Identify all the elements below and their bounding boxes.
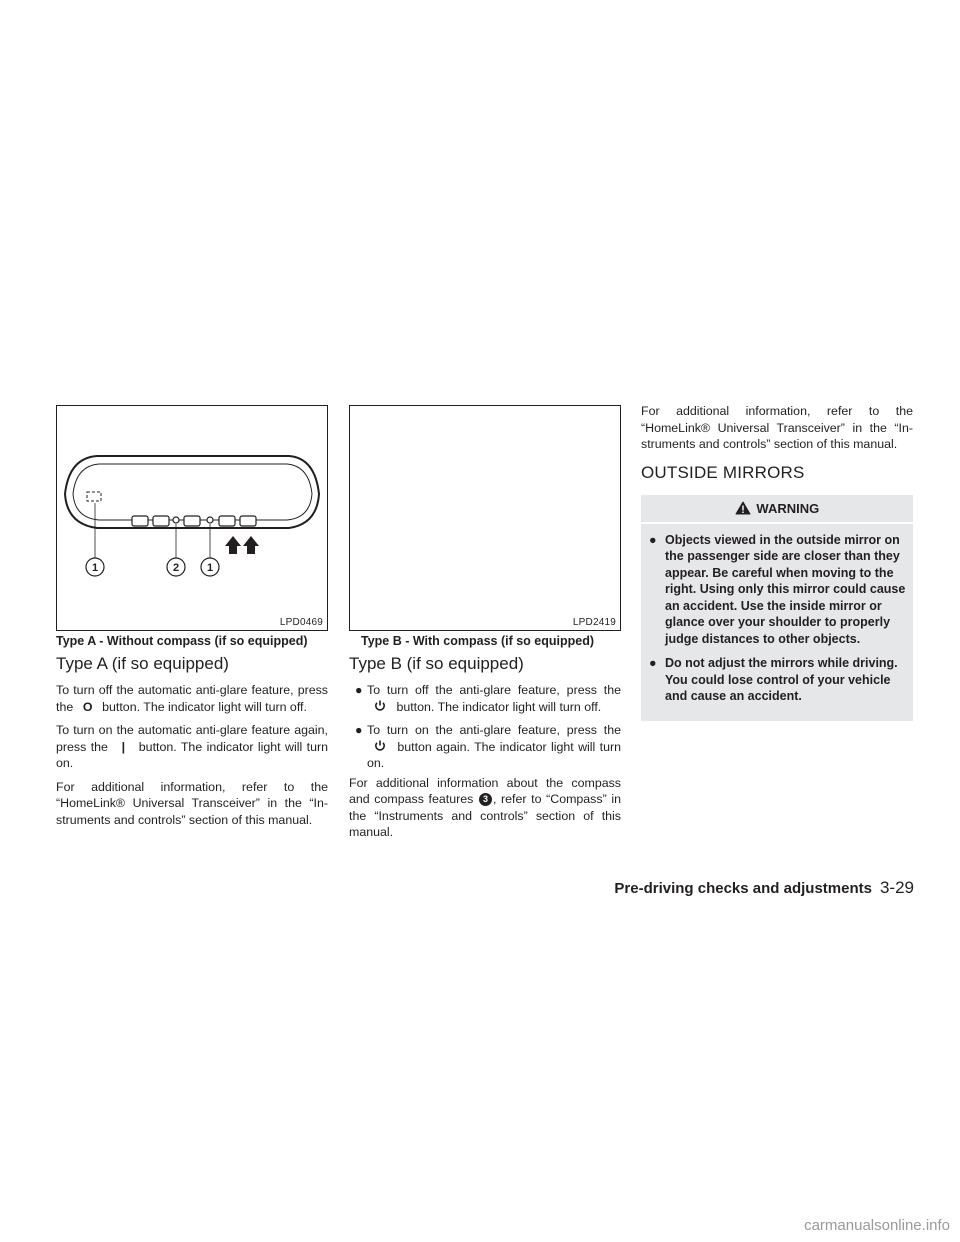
figure-caption: Type B - With compass (if so equipped) — [361, 634, 595, 648]
mirror-figure-type-b — [349, 405, 621, 631]
paragraph — [56, 722, 328, 772]
paragraph: For additional information, refer to the “HomeLink® Universal Transceiver” in the “In- struments and controls” section of this manual. — [641, 404, 913, 451]
page-footer — [614, 878, 914, 898]
warning-list — [647, 532, 907, 705]
callout-2-icon — [167, 558, 185, 576]
section-title: OUTSIDE MIRRORS — [641, 462, 805, 482]
text-span: To turn off the automatic anti-glare feature, press the — [56, 683, 328, 714]
callout-3-icon: 3 — [479, 793, 492, 806]
mirror-glass — [73, 464, 312, 520]
warning-item — [647, 655, 907, 705]
list-item — [349, 722, 621, 772]
off-button-glyph: O — [82, 699, 93, 714]
paragraph — [56, 682, 328, 715]
text-span: , refer to “Compass” in the “Instruments and controls” section of this manual. — [349, 792, 621, 839]
text-span: To turn off the anti-glare feature, press the — [367, 683, 621, 697]
power-button-icon — [371, 700, 389, 712]
warning-item — [647, 532, 907, 648]
callout-label: 1 — [206, 562, 214, 574]
text-span: button. The indicator light will turn off. — [396, 699, 602, 714]
text-span: button. The indicator light will turn off. — [102, 699, 307, 714]
indicator-light-icon — [173, 517, 179, 523]
figure-caption: Type A - Without compass (if so equipped) — [56, 634, 308, 648]
warning-header — [641, 495, 913, 524]
bullet-icon: ● — [649, 532, 657, 547]
mirror-illustration — [57, 406, 327, 630]
type-a-column — [56, 405, 328, 835]
outside-mirrors-column — [641, 403, 913, 721]
light-sensor-icon — [87, 492, 101, 501]
section-heading: Type B (if so equipped) — [349, 654, 524, 673]
callout-label: 2 — [172, 562, 180, 574]
bullet-list — [349, 682, 621, 772]
page-number: 3-29 — [879, 878, 914, 897]
callout-1-icon — [86, 558, 104, 576]
section-heading: Type A (if so equipped) — [56, 654, 229, 673]
bullet-icon: ● — [355, 683, 363, 697]
callout-label: 1 — [91, 562, 99, 574]
warning-triangle-icon — [735, 501, 751, 515]
footer-section-title: Pre-driving checks and adjustments — [614, 880, 872, 897]
bullet-icon: ● — [355, 723, 363, 737]
paragraph — [349, 775, 621, 841]
text-span: To turn on the automatic anti-glare feature again, press the — [56, 723, 328, 754]
figure-code: LPD2419 — [572, 617, 616, 628]
text-span: button. The indicator light will turn on. — [56, 739, 328, 770]
text-span: To turn on the anti-glare feature, press the — [367, 723, 621, 737]
type-b-column — [349, 405, 621, 848]
list-item — [349, 682, 621, 715]
warning-text: Objects viewed in the outside mirror on the passenger side are closer than they appear. Be careful when moving to the right. Using only this mirror could cause an accident. Use the inside mirror or glance over your shoulder to properly judge distances to other objects. — [665, 532, 906, 646]
mirror-figure-type-a — [56, 405, 328, 631]
arrow-icon — [225, 536, 259, 554]
watermark: carmanualsonline.info — [804, 1217, 950, 1234]
warning-text: Do not adjust the mirrors while driving. You could lose control of your vehicle and cause an accident. — [665, 656, 898, 703]
warning-title: WARNING — [756, 500, 820, 516]
text-span: For additional information about the compass and compass features — [349, 775, 621, 806]
warning-box — [641, 495, 913, 721]
power-button-icon — [371, 740, 389, 752]
figure-code: LPD0469 — [279, 617, 323, 628]
text-span: button again. The indicator light will turn on. — [367, 739, 621, 770]
paragraph: For additional information, refer to the “HomeLink® Universal Transceiver” in the “In- struments and controls” section of this manual. — [56, 779, 328, 827]
bullet-icon: ● — [649, 656, 657, 670]
callout-1b-icon — [201, 558, 219, 576]
indicator-light-icon — [207, 517, 213, 523]
on-button-glyph: | — [121, 739, 126, 754]
